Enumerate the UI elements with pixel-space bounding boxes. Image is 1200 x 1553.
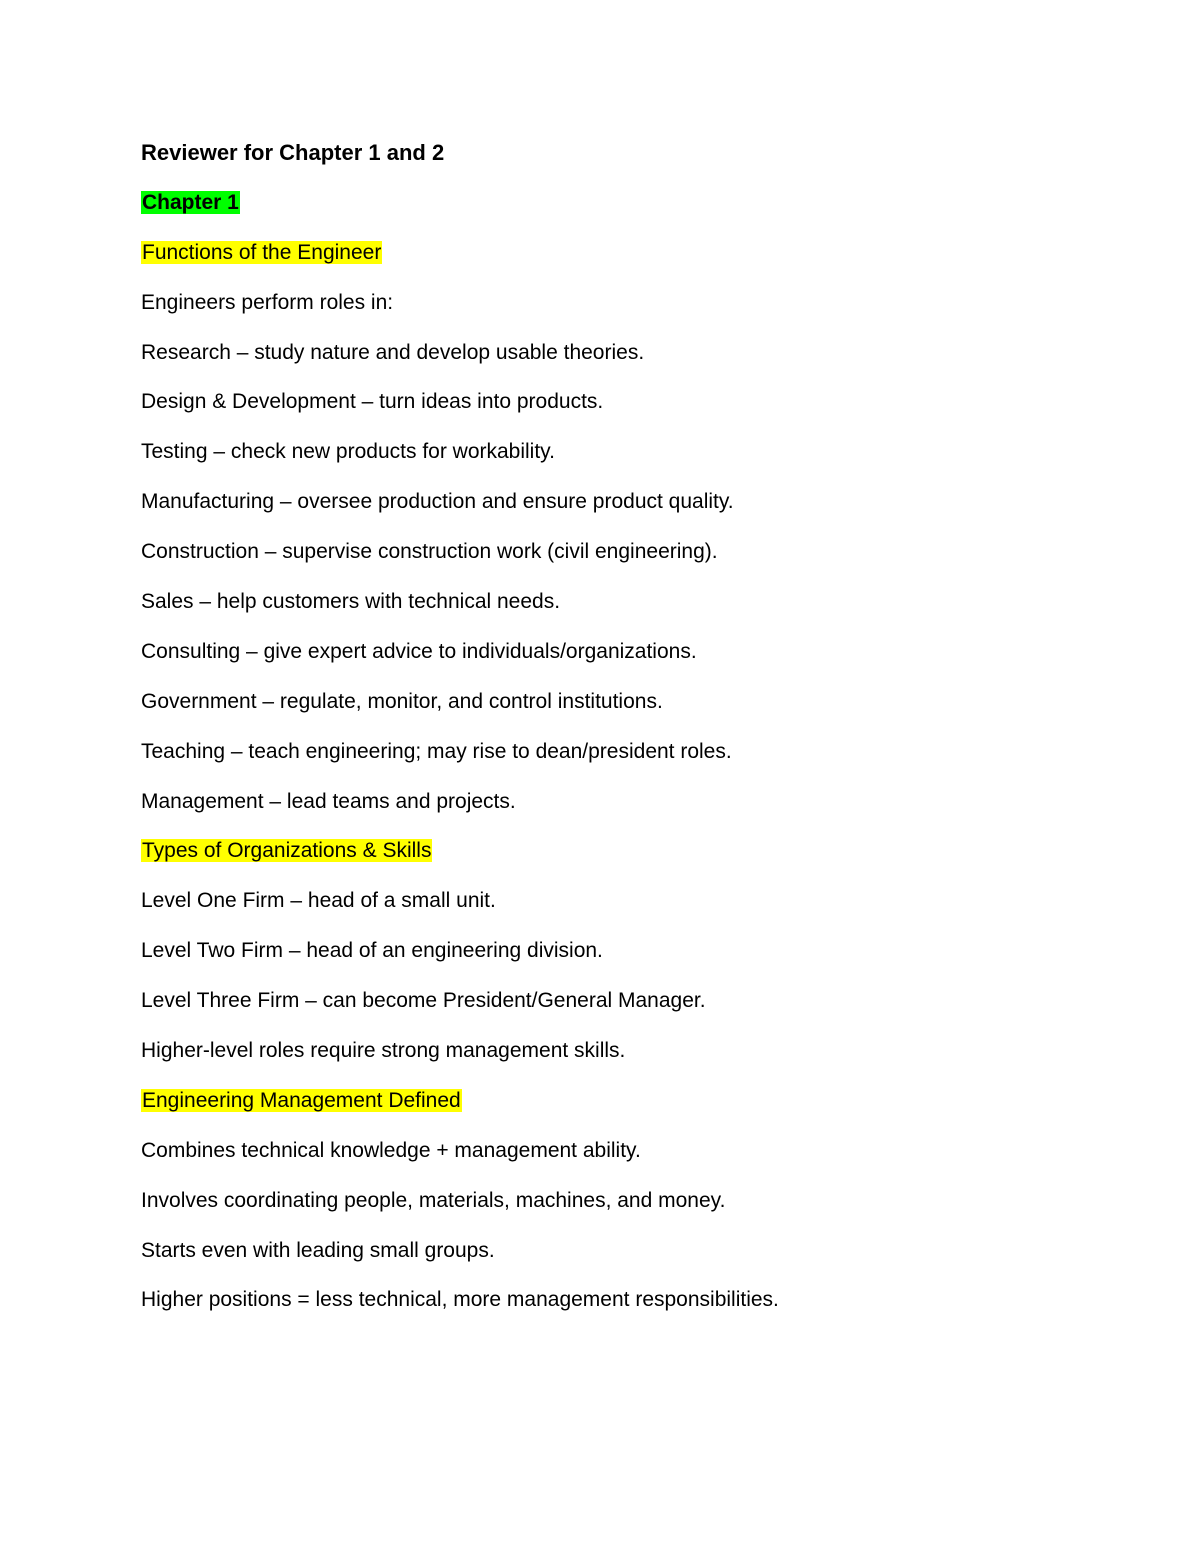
- sections-container: [141, 238, 1101, 1316]
- body-line: Construction – supervise construction work (civil engineering).: [141, 540, 718, 564]
- body-line: Engineers perform roles in:: [141, 290, 394, 314]
- body-line: Design & Development – turn ideas into products.: [141, 390, 604, 414]
- section-heading: [141, 238, 1101, 268]
- section-heading-highlight: Engineering Management Defined: [142, 1088, 461, 1112]
- section-heading: [141, 836, 1101, 866]
- body-line: Consulting – give expert advice to individuals/organizations.: [141, 639, 697, 663]
- body-line: Involves coordinating people, materials, machines, and money.: [141, 1188, 726, 1212]
- body-line: Level Three Firm – can become President/General Manager.: [141, 989, 706, 1013]
- chapter-heading-highlight: Chapter 1: [142, 190, 239, 214]
- document-page: [141, 138, 1101, 1335]
- body-line: Level Two Firm – head of an engineering division.: [141, 939, 603, 963]
- body-line: Government – regulate, monitor, and control institutions.: [141, 689, 663, 713]
- body-line: Manufacturing – oversee production and ensure product quality.: [141, 490, 734, 514]
- body-line: Starts even with leading small groups.: [141, 1238, 495, 1262]
- section-heading-highlight: Types of Organizations & Skills: [142, 839, 432, 863]
- body-line: Management – lead teams and projects.: [141, 789, 516, 813]
- body-line: Testing – check new products for workability.: [141, 440, 555, 464]
- body-line: Sales – help customers with technical needs.: [141, 590, 561, 614]
- body-line: Research – study nature and develop usable theories.: [141, 340, 645, 364]
- body-line: Level One Firm – head of a small unit.: [141, 889, 496, 913]
- section-heading-highlight: Functions of the Engineer: [142, 240, 382, 264]
- body-line: Combines technical knowledge + management ability.: [141, 1138, 641, 1162]
- body-line: Higher positions = less technical, more management responsibilities.: [141, 1288, 779, 1312]
- body-line: Higher-level roles require strong management skills.: [141, 1039, 626, 1063]
- body-line: Teaching – teach engineering; may rise to dean/president roles.: [141, 739, 732, 763]
- document-title: Reviewer for Chapter 1 and 2: [141, 140, 445, 165]
- section-heading: [141, 1086, 1101, 1116]
- chapter-heading: [141, 188, 1101, 218]
